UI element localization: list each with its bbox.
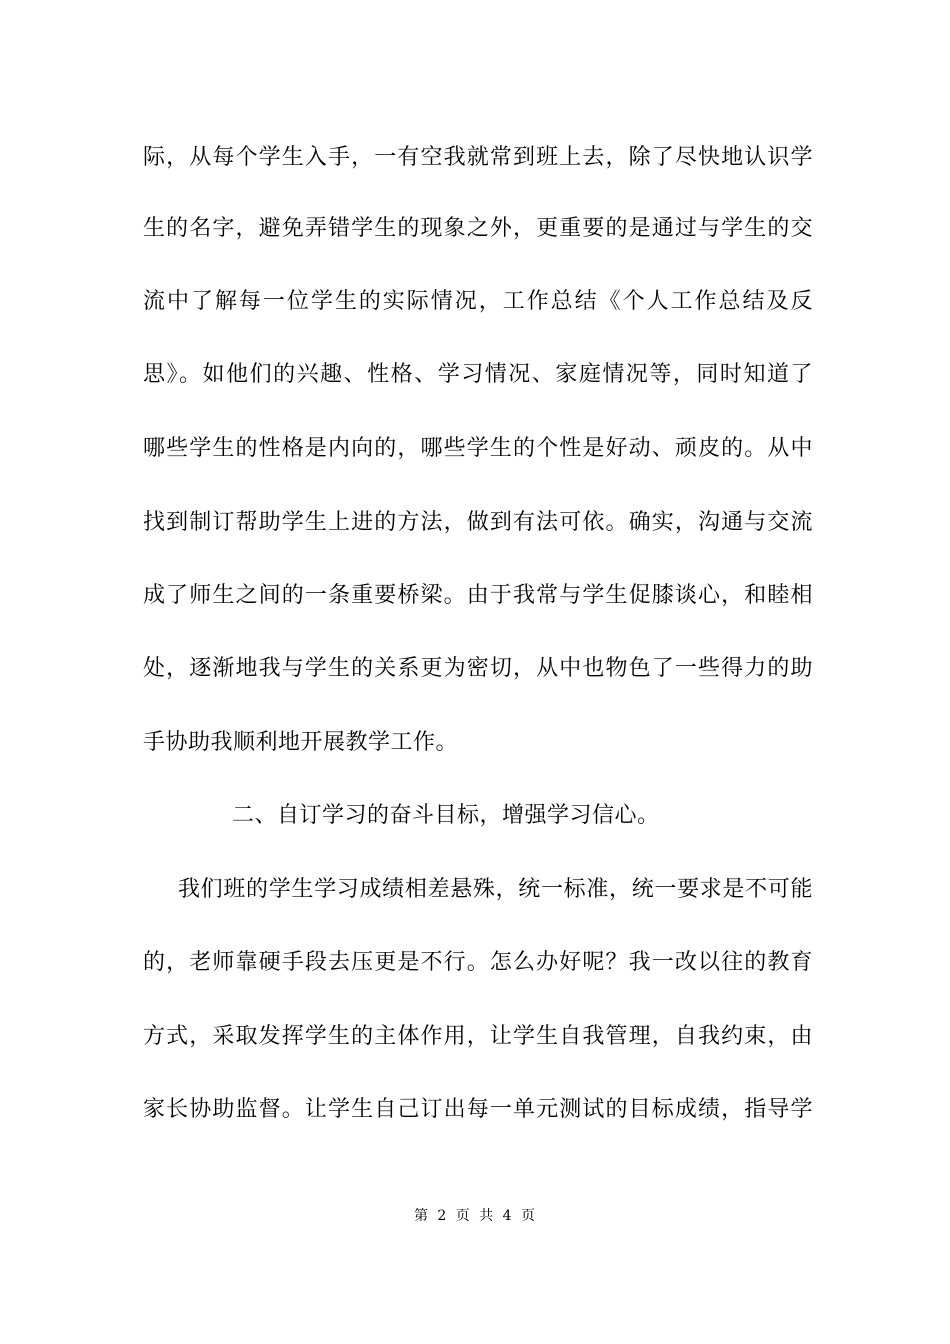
- paragraph-line: 家长协助监督。让学生自己订出每一单元测试的目标成绩，指导学: [143, 1097, 813, 1122]
- paragraph-line: 我们班的学生学习成绩相差悬殊，统一标准，统一要求是不可能: [178, 877, 813, 902]
- paragraph-line: 处，逐渐地我与学生的关系更为密切，从中也物色了一些得力的助: [143, 656, 813, 681]
- paragraph-line: 哪些学生的性格是内向的，哪些学生的个性是好动、顽皮的。从中: [143, 436, 813, 461]
- paragraph-line: 的，老师靠硬手段去压更是不行。怎么办好呢？我一改以往的教育: [143, 950, 813, 975]
- paragraph-line: 际，从每个学生入手，一有空我就常到班上去，除了尽快地认识学: [143, 145, 813, 170]
- paragraph-line: 思》。如他们的兴趣、性格、学习情况、家庭情况等，同时知道了: [143, 362, 813, 387]
- section-heading: 二、自订学习的奋斗目标，增强学习信心。: [232, 803, 660, 828]
- paragraph-line: 成了师生之间的一条重要桥梁。由于我常与学生促膝谈心，和睦相: [143, 583, 813, 608]
- page-number-footer: 第 2 页 共 4 页: [413, 1208, 537, 1224]
- paragraph-line: 生的名字，避免弄错学生的现象之外，更重要的是通过与学生的交: [143, 216, 813, 241]
- paragraph-line: 找到制订帮助学生上进的方法，做到有法可依。确实，沟通与交流: [143, 510, 813, 535]
- paragraph-line: 方式，采取发挥学生的主体作用，让学生自我管理，自我约束，由: [143, 1024, 813, 1049]
- paragraph-line: 手协助我顺利地开展教学工作。: [143, 730, 459, 755]
- paragraph-line: 流中了解每一位学生的实际情况，工作总结《个人工作总结及反: [143, 289, 813, 314]
